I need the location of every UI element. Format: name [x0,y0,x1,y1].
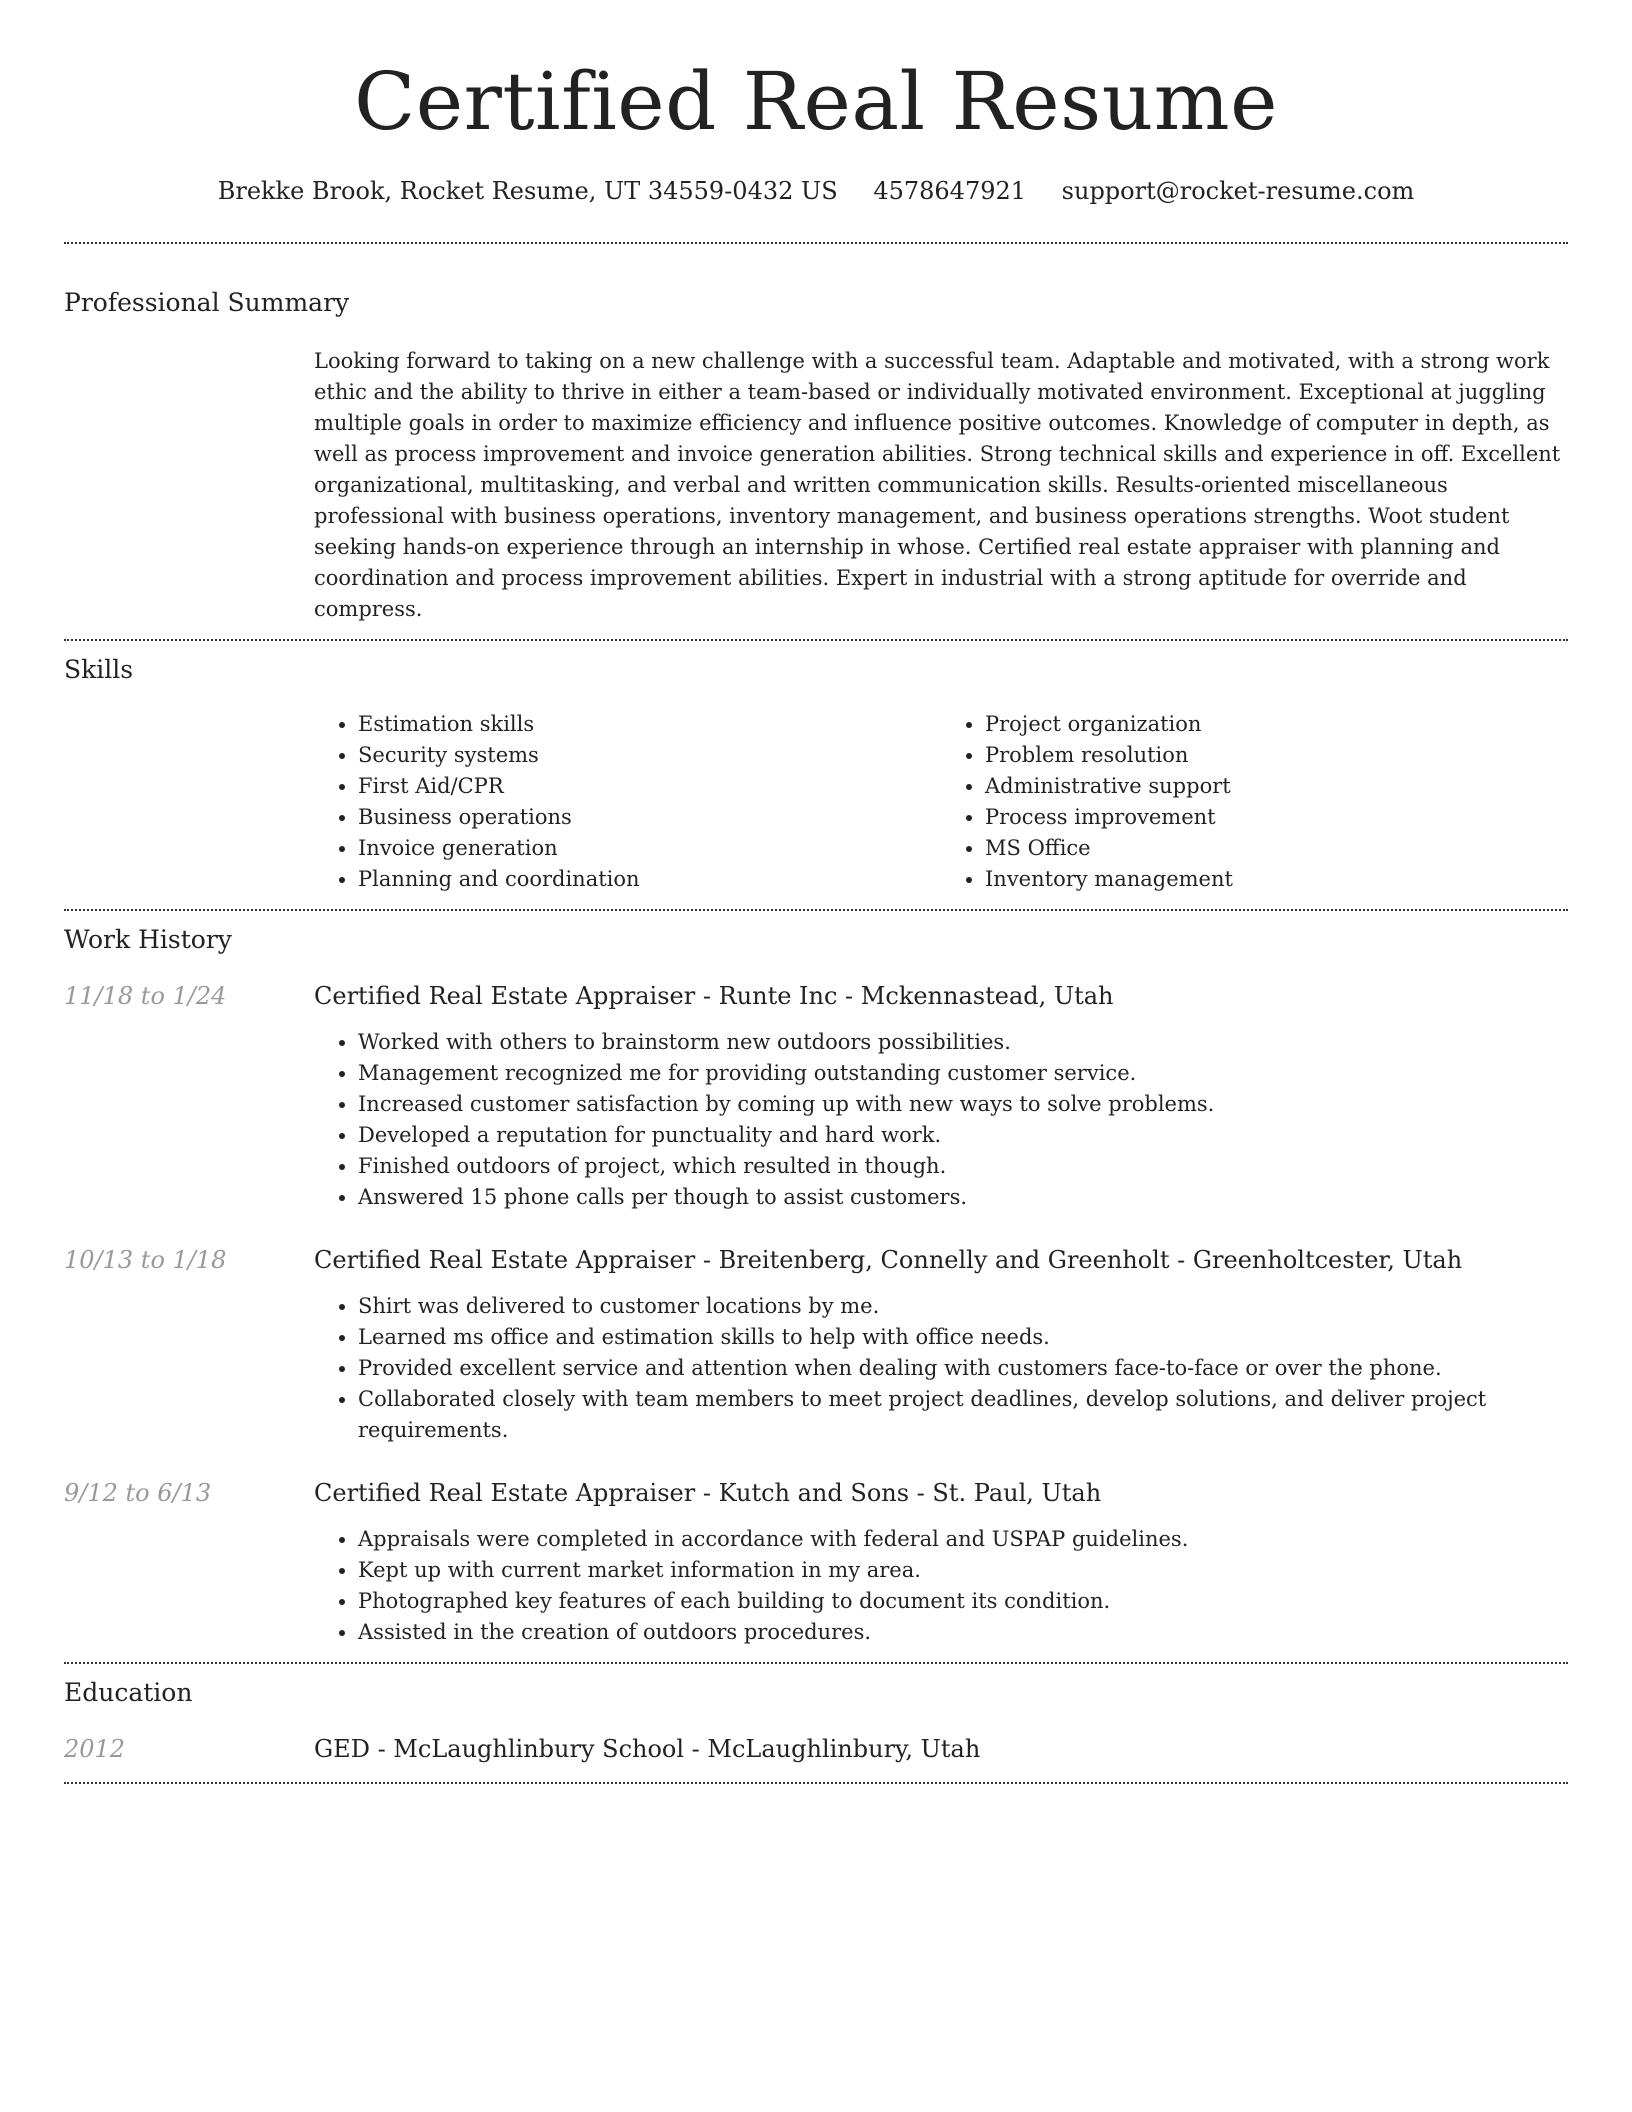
divider [64,1662,1568,1664]
resume-name: Certified Real Resume [354,55,1278,148]
job-bullet: • Shirt was delivered to customer locations by me. [358,1291,1568,1322]
skill-item: • Process improvement [985,802,1568,833]
job-entry [64,1243,1568,1446]
job-body [314,979,1568,1213]
job-title: Certified Real Estate Appraiser - Kutch and Sons - St. Paul, Utah [314,1479,1102,1507]
job-bullets [314,1524,1568,1648]
skill-item: • Security systems [358,740,941,771]
skill-item: • Business operations [358,802,941,833]
education-date: 2012 [64,1735,126,1763]
job-bullet: • Increased customer satisfaction by coming up with new ways to solve problems. [358,1089,1568,1120]
work-history-section [64,923,1568,1662]
skill-item: • Estimation skills [358,709,941,740]
job-bullets [314,1291,1568,1446]
work-history-heading: Work History [64,925,232,954]
job-entry [64,1476,1568,1648]
contact-line [64,174,1568,208]
job-title: Certified Real Estate Appraiser - Runte Inc - Mckennastead, Utah [314,982,1114,1010]
job-bullet: • Worked with others to brainstorm new outdoors possibilities. [358,1027,1568,1058]
skills-grid [314,709,1568,909]
contact-address: Brekke Brook, Rocket Resume, UT 34559-0432 US [217,177,838,205]
skills-heading: Skills [64,655,134,684]
job-bullet: • Appraisals were completed in accordance with federal and USPAP guidelines. [358,1524,1568,1555]
job-bullet: • Kept up with current market information in my area. [358,1555,1568,1586]
job-title: Certified Real Estate Appraiser - Breitenberg, Connelly and Greenholt - Greenholtcester, Utah [314,1246,1463,1274]
skill-item: • Invoice generation [358,833,941,864]
job-bullet: • Developed a reputation for punctuality and hard work. [358,1120,1568,1151]
skills-section [64,653,1568,909]
job-bullet: • Assisted in the creation of outdoors procedures. [358,1617,1568,1648]
skill-item: • Problem resolution [985,740,1568,771]
job-date: 9/12 to 6/13 [64,1479,212,1507]
spacer [64,1648,1568,1662]
education-entry [64,1732,1568,1782]
job-bullet: • Collaborated closely with team members to meet project deadlines, develop solutions, and deliver project requirements. [358,1384,1568,1446]
job-bullets [314,1027,1568,1213]
job-bullet: • Learned ms office and estimation skills to help with office needs. [358,1322,1568,1353]
divider [64,909,1568,911]
skill-item: • Project organization [985,709,1568,740]
divider [64,1782,1568,1784]
job-entry [64,979,1568,1213]
job-bullet: • Answered 15 phone calls per though to assist customers. [358,1182,1568,1213]
contact-email: support@rocket-resume.com [1061,177,1415,205]
job-bullet: • Provided excellent service and attention when dealing with customers face-to-face or over the phone. [358,1353,1568,1384]
skills-column-left [314,709,941,895]
education-section [64,1676,1568,1782]
education-heading: Education [64,1678,193,1707]
skill-item: • Administrative support [985,771,1568,802]
job-date: 10/13 to 1/18 [64,1246,227,1274]
summary-text: Looking forward to taking on a new challenge with a successful team. Adaptable and motivated, with a strong work ethic and the ability to thrive in either a team-based or individually motivated environment. Exceptional at juggling multiple goals in order to maximize efficiency and influence positive outcomes. Knowledge of computer in depth, as well as process improvement and invoice generation abilities. Strong technical skills and experience in off. Excellent organizational, multitasking, and verbal and written communication skills. Results-oriented miscellaneous professional with business operations, inventory management, and business operations strengths. Woot student seeking hands-on experience through an internship in whose. Certified real estate appraiser with planning and coordination and process improvement abilities. Expert in industrial with a strong aptitude for override and compress. [314,349,1561,621]
job-body [314,1243,1568,1446]
summary-section [64,286,1568,639]
education-degree: GED - McLaughlinbury School - McLaughlinbury, Utah [314,1735,981,1763]
job-bullet: • Management recognized me for providing outstanding customer service. [358,1058,1568,1089]
job-bullet: • Finished outdoors of project, which resulted in though. [358,1151,1568,1182]
skill-item: • First Aid/CPR [358,771,941,802]
skill-item: • MS Office [985,833,1568,864]
summary-heading: Professional Summary [64,288,350,317]
divider [64,639,1568,641]
job-bullet: • Photographed key features of each building to document its condition. [358,1586,1568,1617]
job-body [314,1476,1568,1648]
skill-item: • Inventory management [985,864,1568,895]
divider [64,242,1568,244]
skill-item: • Planning and coordination [358,864,941,895]
skills-column-right [941,709,1568,895]
job-date: 11/18 to 1/24 [64,982,227,1010]
contact-phone: 4578647921 [873,177,1027,205]
